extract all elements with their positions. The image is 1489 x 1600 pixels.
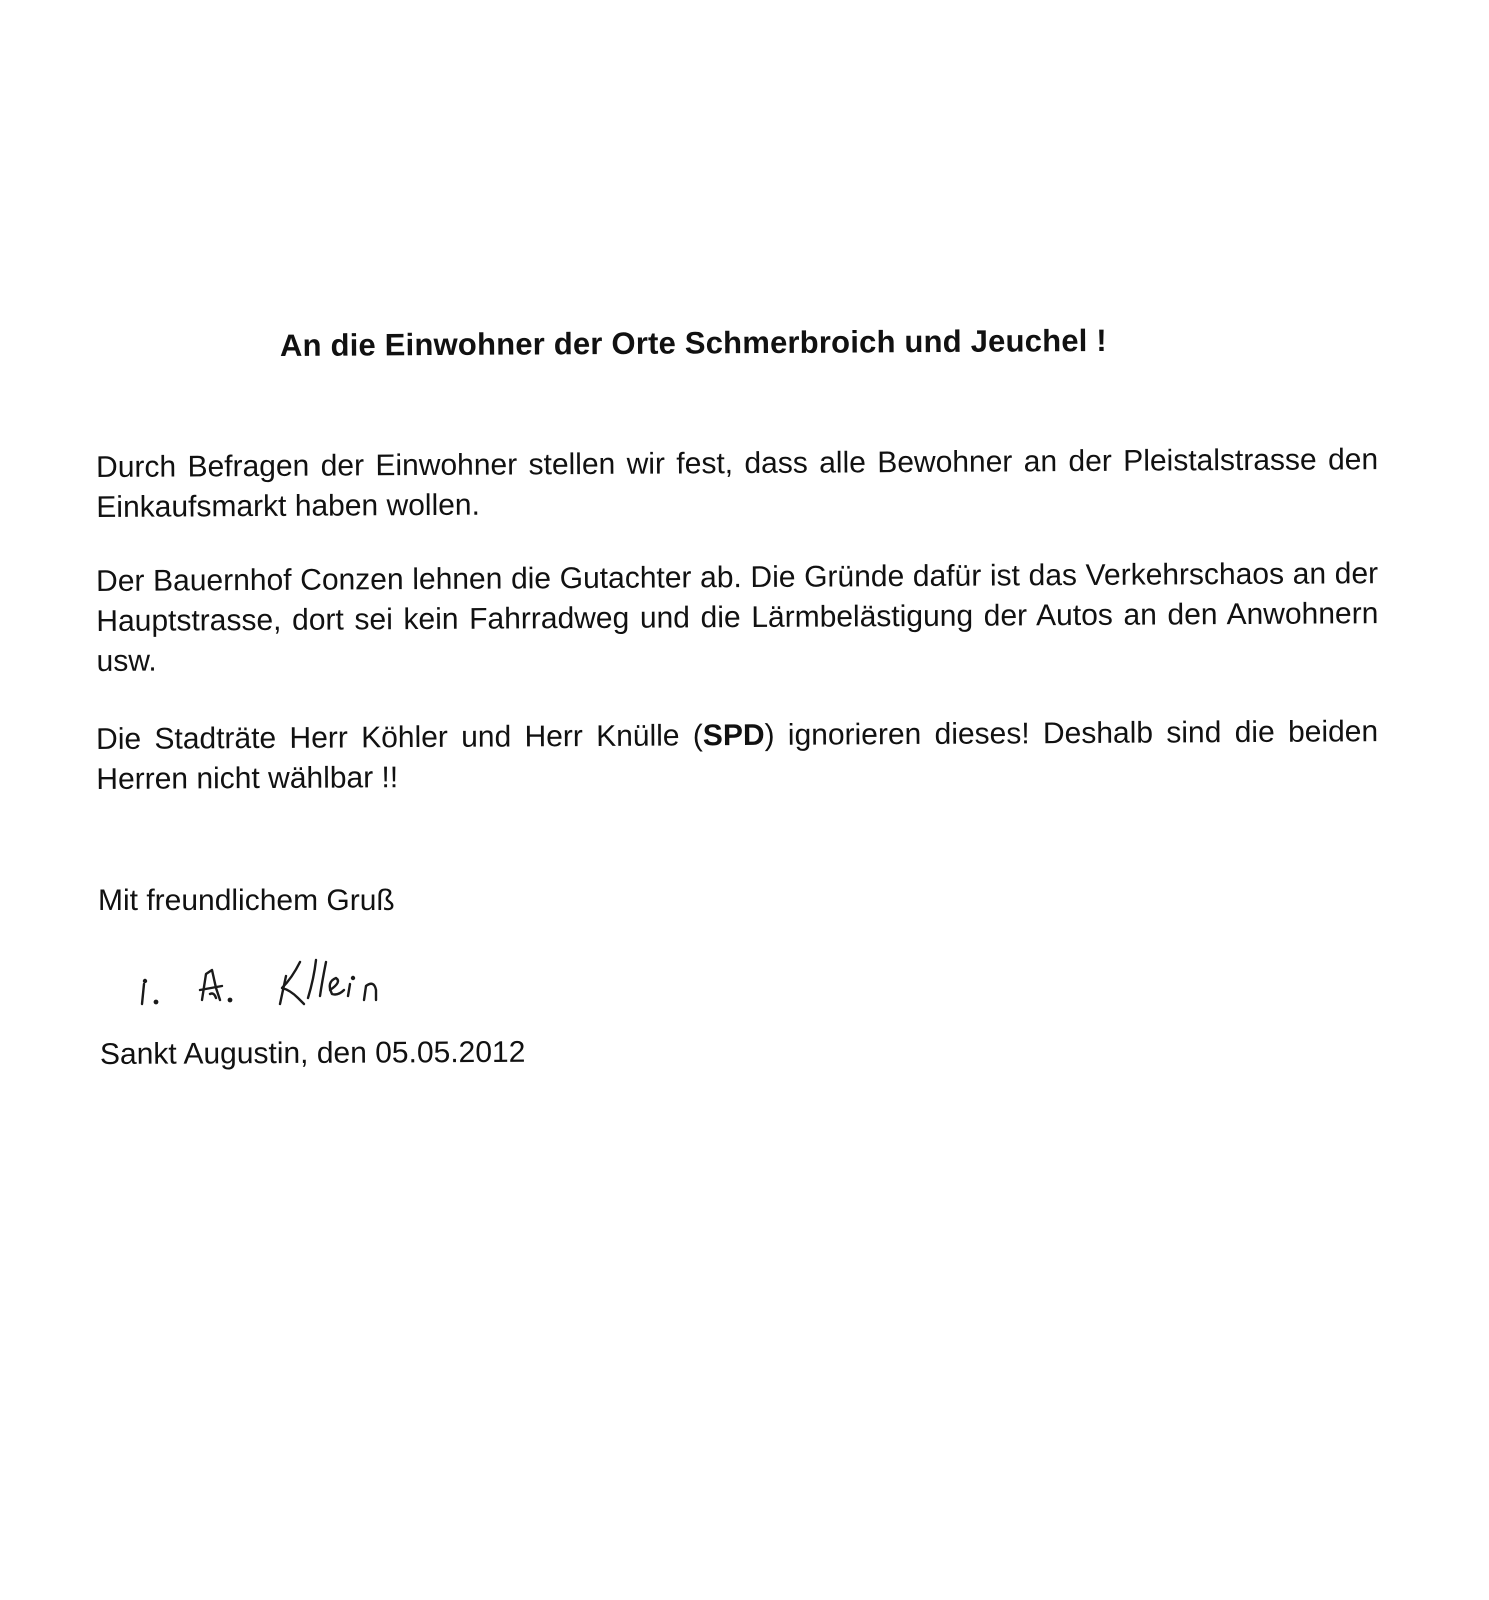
- party-name: SPD: [702, 718, 765, 753]
- paragraph-survey: Durch Befragen der Einwohner stellen wir fest, dass alle Bewohner an der Pleistalstrasse den Einkaufsmarkt haben wollen.: [96, 443, 1379, 524]
- letter-title: An die Einwohner der Orte Schmerbroich und Jeuchel !: [279, 322, 1107, 363]
- paragraph-councillors: [96, 712, 1378, 800]
- paragraph-councillors-start: Die Stadträte Herr Köhler und Herr Knülle (: [96, 719, 703, 756]
- paragraph-councillors-end: ) ignorieren dieses! Deshalb sind die beiden Herren nicht wählbar !!: [96, 715, 1379, 796]
- closing-greeting: Mit freundlichem Gruß: [98, 884, 395, 917]
- place-and-date: Sankt Augustin, den 05.05.2012: [99, 1035, 526, 1071]
- paragraph-farm: Der Bauernhof Conzen lehnen die Gutachter ab. Die Gründe dafür ist das Verkehrschaos an der Hauptstrasse, dort sei kein Fahrradweg und die Lärmbelästigung der Autos an den Anwohnern usw.: [96, 557, 1379, 678]
- handwritten-signature: [130, 948, 430, 1018]
